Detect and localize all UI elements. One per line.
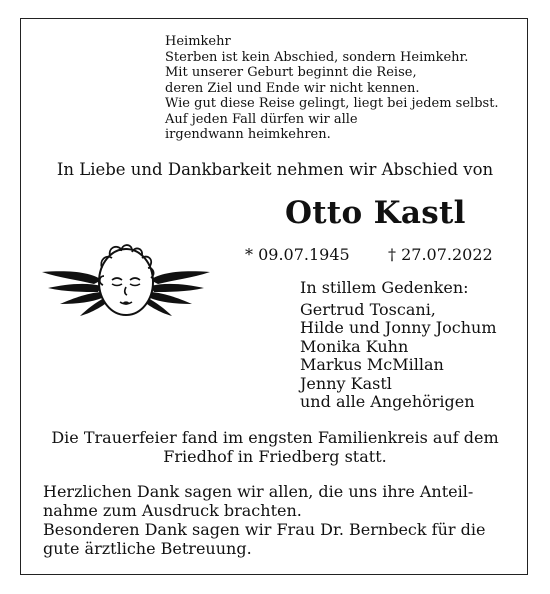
thanks-notice [43, 482, 485, 558]
mourner-name: und alle Angehörigen [300, 392, 475, 411]
birth-date: * 09.07.1945 [245, 245, 350, 264]
mourner-name: Markus McMillan [300, 355, 444, 374]
poem-line: Mit unserer Geburt beginnt die Reise, [165, 65, 417, 80]
poem-line: irgendwann heimkehren. [165, 127, 331, 142]
thanks-line: Besonderen Dank sagen wir Frau Dr. Bernbeck für die [43, 520, 486, 539]
poem-line: Auf jeden Fall dürfen wir alle [165, 111, 358, 127]
mourners-heading: In stillem Gedenken: [300, 278, 469, 297]
deceased-name: Otto Kastl [285, 195, 466, 231]
poem-line: deren Ziel und Ende wir nicht kennen. [165, 80, 420, 96]
poem-title: Heimkehr [165, 34, 231, 49]
death-date: † 27.07.2022 [388, 245, 493, 264]
mourner-name: Hilde und Jonny Jochum [300, 318, 497, 337]
thanks-line: Herzlichen Dank sagen wir allen, die uns ihre Anteil- [43, 482, 474, 501]
thanks-line: nahme zum Ausdruck brachten. [43, 501, 302, 520]
mourner-name: Monika Kuhn [300, 336, 409, 356]
poem-line: Wie gut diese Reise gelingt, liegt bei jedem selbst. [165, 96, 499, 111]
poem [165, 34, 499, 143]
thanks-line: gute ärztliche Betreuung. [43, 539, 252, 558]
poem-line: Sterben ist kein Abschied, sondern Heimkehr. [165, 49, 469, 65]
mourner-name: Gertrud Toscani, [300, 299, 436, 319]
intro-text: In Liebe und Dankbarkeit nehmen wir Abschied von [56, 160, 494, 179]
mourners-block [300, 279, 497, 412]
winged-cherub-icon [40, 232, 212, 327]
funeral-line: Die Trauerfeier fand im engsten Familienkreis auf dem [51, 428, 499, 447]
mourner-name: Jenny Kastl [300, 373, 392, 393]
funeral-line: Friedhof in Friedberg statt. [163, 447, 387, 466]
funeral-notice [0, 428, 550, 466]
